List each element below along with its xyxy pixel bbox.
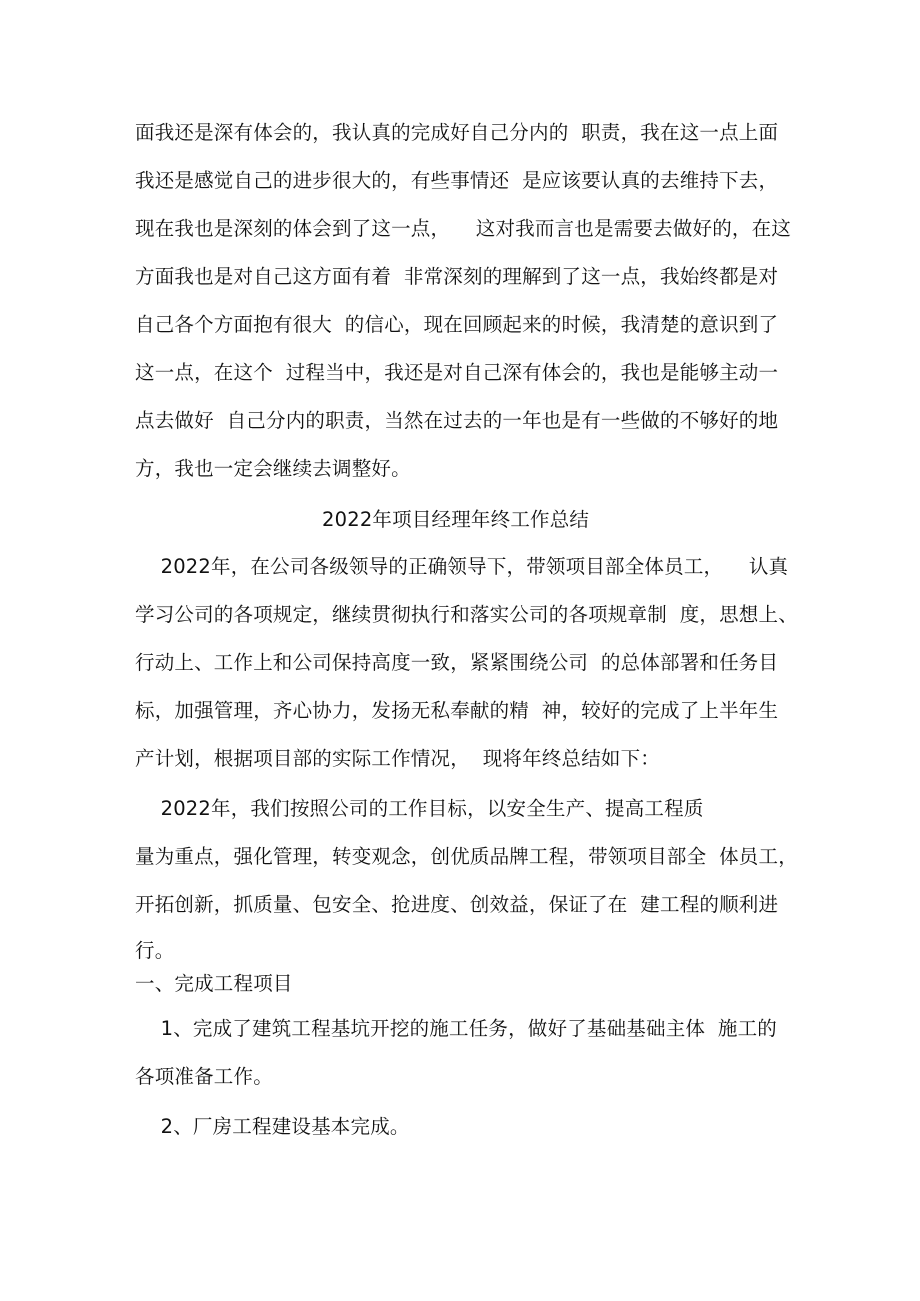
body-text-line: 自己各个方面抱有很大 的信心，现在回顾起来的时候，我清楚的意识到了 [135,313,779,336]
list-item: 各项准备工作。 [135,1065,273,1088]
body-text-line: 这一点，在这个 过程当中，我还是对自己深有体会的，我也是能够主动一 [135,361,779,384]
body-text-line: 现在我也是深刻的体会到了这一点， 这对我而言也是需要去做好的，在这 [135,217,791,240]
body-text-line: 点去做好 自己分内的职责，当然在过去的一年也是有一些做的不够好的地 [135,409,779,432]
goal-line: 开拓创新，抓质量、包安全、抢进度、创效益，保证了在 建工程的顺利进 [135,893,779,916]
goal-line: 2022年，我们按照公司的工作目标，以安全生产、提高工程质 [135,797,704,820]
section-heading: 一、完成工程项目 [135,972,293,995]
intro-line: 标，加强管理，齐心协力，发扬无私奉献的精 神，较好的完成了上半年生 [135,699,779,722]
body-text-line: 我还是感觉自己的进步很大的，有些事情还 是应该要认真的去维持下去， [135,169,779,192]
goal-line: 量为重点，强化管理，转变观念，创优质品牌工程，带领项目部全 体员工， [135,845,798,868]
intro-line: 产计划，根据项目部的实际工作情况， 现将年终总结如下： [135,747,660,770]
list-item: 1、完成了建筑工程基坑开挖的施工任务，做好了基础基础主体 施工的 [135,1017,777,1040]
intro-line: 学习公司的各项规定，继续贯彻执行和落实公司的各项规章制 度，思想上、 [135,603,798,626]
body-text-line: 面我还是深有体会的，我认真的完成好自己分内的 职责，我在这一点上面 [135,121,779,144]
body-text-line: 方面我也是对自己这方面有着 非常深刻的理解到了这一点，我始终都是对 [135,265,779,288]
list-item: 2、厂房工程建设基本完成。 [135,1115,410,1138]
intro-line: 行动上、工作上和公司保持高度一致，紧紧围绕公司 的总体部署和任务目 [135,651,779,674]
body-text-line: 方，我也一定会继续去调整好。 [135,457,411,480]
intro-line: 2022年，在公司各级领导的正确领导下，带领项目部全体员工， 认真 [135,555,789,578]
document-title: 2022年项目经理年终工作总结 [322,508,590,531]
goal-line: 行。 [135,939,175,962]
